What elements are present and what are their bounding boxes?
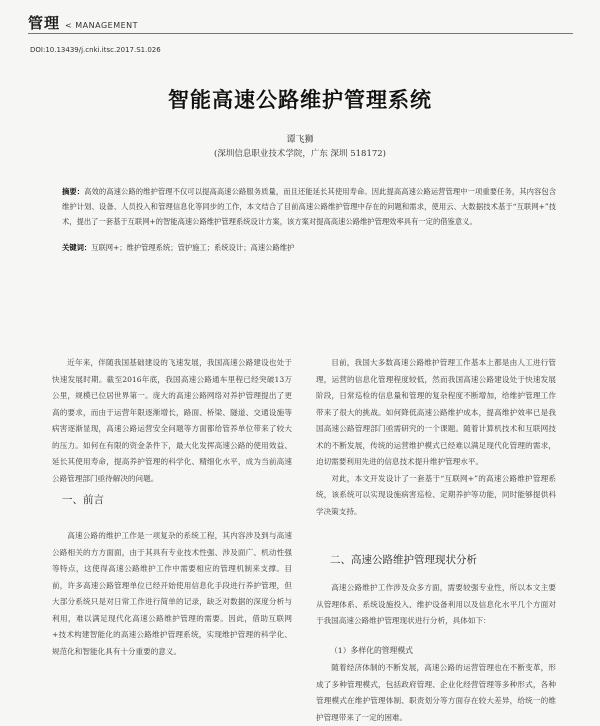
author-name: 谭飞狮	[286, 135, 314, 145]
section1-paragraph: 高速公路的维护工作是一项复杂的系统工程，其内容涉及到与高速公路相关的方方面面，由于其具有专业技术性强、涉及面广、机动性强等特点，这使得高速公路维护工作中需要相应的管理机制来支撑。目前，许多高速公路管理单位已经开始使用信息化手段进行养护管理，但大部分系统只是对日常工作进行简单的记录，缺乏对数据的深度分析与利用，难以满足现代化高速公路维护管理的需要。因此，借助互联网+技术构建智能化的高速公路维护管理系统，实现维护管理的科学化、规范化和智能化具有十分重要的意义。	[52, 531, 292, 656]
right-subsection	[316, 660, 556, 722]
right-intro-paragraph-2: 对此，本文开发设计了一套基于“互联网+”的高速公路维护管理系统，该系统可以实现设施病害巡检、定期养护等功能，同时能够提供科学决策支持。	[316, 473, 556, 516]
keywords-text: 互联网+；维护管理系统；管护施工；系统设计；高速公路维护	[91, 243, 295, 252]
left-section1	[52, 528, 292, 660]
right-section2	[316, 580, 556, 630]
section-heading-status: 二、高速公路维护管理现状分析	[330, 554, 477, 566]
author-affiliation: (深圳信息职业技术学院，广东 深圳 518172)	[214, 149, 386, 159]
left-intro	[52, 355, 292, 487]
subsection-paragraph: 随着经济体制的不断发展，高速公路的运营管理也在不断变革，形成了多种管理模式，包括政府管理、企业化经营管理等多种形式，各种管理模式在维护管理体制、职责划分等方面存在较大差异，给统一的维护管理带来了一定的困难。	[316, 663, 556, 722]
doi-line: DOI:10.13439/j.cnki.itsc.2017.S1.026	[30, 46, 161, 54]
column-name-english: < MANAGEMENT	[65, 21, 139, 30]
keywords-label: 关键词：	[62, 243, 92, 252]
running-header	[28, 12, 138, 30]
left-intro-paragraph: 近年来，伴随我国基础建设的飞速发展，我国高速公路建设也处于快速发展时期。截至2016年底，我国高速公路通车里程已经突破13万公里，规模已位居世界第一。庞大的高速公路网络对养护管理提出了更高的要求，而由于运营年限逐渐增长，路面、桥梁、隧道、交通设施等病害逐渐显现，高速公路运营安全问题等方面都给管养单位带来了较大的压力。如何在有限的资金条件下，最大化发挥高速公路的使用效益、延长其使用寿命，提高养护管理的科学化、精细化水平，成为当前高速公路管理部门亟待解决的问题。	[52, 358, 292, 483]
section-heading-foreword: 一、前言	[62, 494, 104, 506]
header-divider	[28, 33, 573, 34]
abstract-text: 高效的高速公路的维护管理不仅可以提高高速公路服务质量，而且还能延长其使用寿命。因此提高高速公路运营管理中一项重要任务，其内容包含维护计划、设备、人员投入和管理信息化等同步的工作，本文结合了目前高速公路维护管理中存在的问题和需求，使用云、大数据技术基于“互联网+”技术，提出了一套基于互联网+的智能高速公路维护管理系统设计方案，该方案对提高高速公路维护管理效率具有一定的借鉴意义。	[62, 187, 556, 226]
keywords-block	[62, 243, 556, 253]
paper-title: 智能高速公路维护管理系统	[168, 88, 432, 112]
right-intro-paragraph: 目前，我国大多数高速公路维护管理工作基本上都是由人工进行管理，运营的信息化管理程度较低，然而我国高速公路建设处于快速发展阶段，日常巡检的信息量和管理的复杂程度不断增加，给维护管理工作带来了很大的挑战。如何降低高速公路维护成本，提高维护效率已是我国高速公路管理部门亟需研究的一个课题。随着计算机技术和互联网技术的不断发展，传统的运营维护模式已经难以满足现代化管理的需求，迫切需要利用先进的信息技术提升维护管理水平。	[316, 358, 556, 466]
abstract-block	[62, 184, 556, 229]
column-name: 管理	[28, 14, 61, 32]
right-intro	[316, 355, 556, 520]
abstract-label: 摘要：	[62, 187, 85, 196]
subsection-heading: （1）多样化的管理模式	[330, 646, 413, 655]
section2-paragraph: 高速公路维护工作涉及众多方面，需要较强专业性，所以本文主要从管理体系、系统设施投入、维护设备利用以及信息化水平几个方面对于我国高速公路维护管理现状进行分析，具体如下：	[316, 583, 556, 625]
